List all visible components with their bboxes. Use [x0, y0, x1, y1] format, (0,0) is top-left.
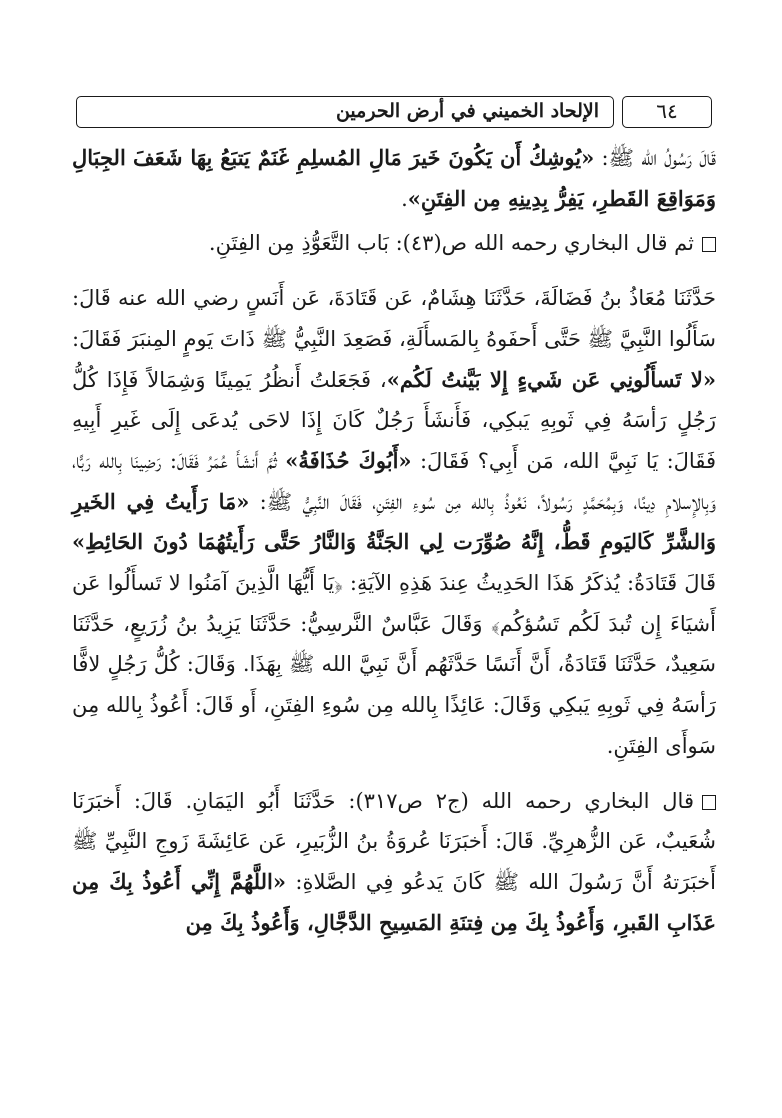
spacer: [72, 767, 716, 781]
text-run: قال البخاري رحمه الله (ج٢ ص٣١٧): حَدَّثَنَا أَبُو اليَمَانِ. قَالَ: أَخبَرَنَا: [72, 788, 694, 813]
text-run: فَقَالَ:: [72, 326, 122, 351]
prophet-quote: صُوِّرَت لِي الجَنَّةُ وَالنَّارُ حَتَّى رَأَيتُهُمَا دُونَ الحَائِطِ»: [72, 529, 512, 555]
prophet-quote: «يُوشِكُ أَن يَكُونَ خَيرَ مَالِ المُسلِمِ غَنَمٌ يَتبَعُ بِهَا شَعَفَ: [133, 145, 595, 170]
text-run: فَإِذَا كُلُّ رَجُلٍ رَأسَهُ فِي ثَوبِهِ يَبكِي، فَأَنشَأَ رَجُلٌ كَانَ إِذَا لاحَى يُدعَى إِلَى: [72, 367, 717, 433]
paragraph-hadith-dua: [72, 781, 716, 944]
text-run: الحَدِيثُ عِندَ هَذِهِ الآيَةِ: ﴿يَا أَيُّهَا الَّذِينَ آمَنُوا لا تَسأَلُوا عَن أَشيَاءَ إِن: [72, 571, 716, 636]
text-run: سَأَلُوا النَّبِيَّ ﷺ حَتَّى أَحفَوهُ بِالمَسأَلَةِ، فَصَعِدَ النَّبِيُّ ﷺ ذَاتَ يَومٍ المِنبَرَ: [128, 326, 716, 351]
text-run: سُوءِ الفِتَنِ، فَقَالَ النَّبِيُّ ﷺ:: [249, 489, 435, 514]
text-run: قَالَ قَتَادَةُ: يُذكَرُ هَذَا: [546, 571, 716, 596]
prophet-quote: «اللَّهُمَّ إِنِّي أَعُوذُ: [142, 868, 286, 894]
prophet-quote: «أَبُوكَ حُذَافَةُ»: [285, 447, 412, 473]
page-number-frame: [622, 96, 712, 128]
text-run: حَدَّثَنَا مُعَاذُ بنُ فَضَالَةَ، حَدَّثَنَا هِشَامٌ، عَن قَتَادَةَ، عَن أَنَسٍ رضي الله عنه قَالَ:: [72, 286, 716, 311]
text-run: .: [401, 186, 408, 211]
text-run: سَعِيدٌ، حَدَّثَنَا قَتَادَةُ، أَنَّ أَنَسًا حَدَّثَهُم أَنَّ نَبِيَّ الله ﷺ بِهَذَا. وَقَالَ: كُلُّ: [153, 652, 717, 677]
text-run: فَقَالَ: رَضِينَا بِالله رَبًّا، وَبِالإِسلامِ دِينًا، وَبِمُحَمَّدٍ رَسُولاً، نَعُوذُ بِالله مِن: [72, 448, 717, 514]
paragraph-chapter-heading: [72, 223, 716, 264]
paragraph-hadith-sheep: [72, 138, 716, 219]
page-number: ٦٤: [656, 99, 678, 123]
header-title-frame: [76, 96, 614, 128]
paragraph-marker-icon: [702, 237, 716, 252]
text-run: قَالَ رَسُولُ الله ﷺ:: [594, 146, 716, 170]
text-run: ثم قال البخاري رحمه الله ص(٤٣): بَاب التَّعَوُّذِ مِن الفِتَنِ.: [208, 231, 694, 256]
text-run: ﷺ أَخبَرَتهُ أَنَّ رَسُولَ الله ﷺ كَانَ يَدعُو فِي الصَّلاةِ:: [72, 829, 716, 894]
page-body: [72, 138, 716, 943]
text-run: تُبدَ لَكُم تَسُؤكُم﴾ وَقَالَ عَبَّاسٌ النَّرسِيُّ: حَدَّثَنَا يَزِيدُ بنُ زُرَيعٍ، حَدَّثَنَا: [72, 611, 632, 636]
prophet-quote: بِكَ مِن عَذَابِ القَبرِ، وَأَعُوذُ بِكَ مِن فِتنَةِ المَسِيحِ الدَّجَّالِ، وَأَعُوذُ بِكَ مِن: [72, 868, 716, 935]
header-title: الإلحاد الخميني في أرض الحرمين: [335, 100, 599, 122]
text-run: شُعَيبٌ، عَن الزُّهرِيِّ. قَالَ: أَخبَرَنَا عُروَةُ بنُ الزُّبَيرِ، عَن عَائِشَةَ زَوجِ النَّبِيِّ: [104, 829, 716, 854]
running-header: [76, 96, 714, 130]
text-run: ثُمَّ أَنشَأَ عُمَرُ: [207, 448, 286, 473]
text-run: ، فَجَعَلتُ أَنظُرُ يَمِينًا وَشِمَالاً: [147, 367, 387, 392]
prophet-quote: الجِبَالِ وَمَوَاقِعَ القَطرِ، يَفِرُّ بِدِينِهِ مِن الفِتَنِ»: [72, 145, 716, 211]
spacer: [72, 264, 716, 278]
prophet-quote: «مَا رَأَيتُ فِي الخَيرِ وَالشَّرِّ كَاليَومِ قَطُّ، إِنَّهُ: [72, 488, 716, 555]
prophet-quote: «لا تَسأَلُونِي عَن شَيءٍ إِلا بَيَّنتُ لَكُم»: [386, 366, 716, 392]
text-run: أَعُوذُ بِالله مِن سَوأَى الفِتَنِ.: [72, 693, 716, 758]
text-run: غَيرِ أَبِيهِ فَقَالَ: يَا نَبِيَّ الله، مَن أَبِي؟ فَقَالَ:: [72, 408, 716, 473]
paragraph-marker-icon: [702, 795, 716, 810]
paragraph-hadith-fitan: [72, 278, 716, 766]
text-run: رَجُلٍ لافًّا رَأسَهُ فِي ثَوبِهِ يَبكِي وَقَالَ: عَائِذًا بِالله مِن سُوءِ الفِتَنِ، أَو قَالَ:: [72, 652, 716, 718]
